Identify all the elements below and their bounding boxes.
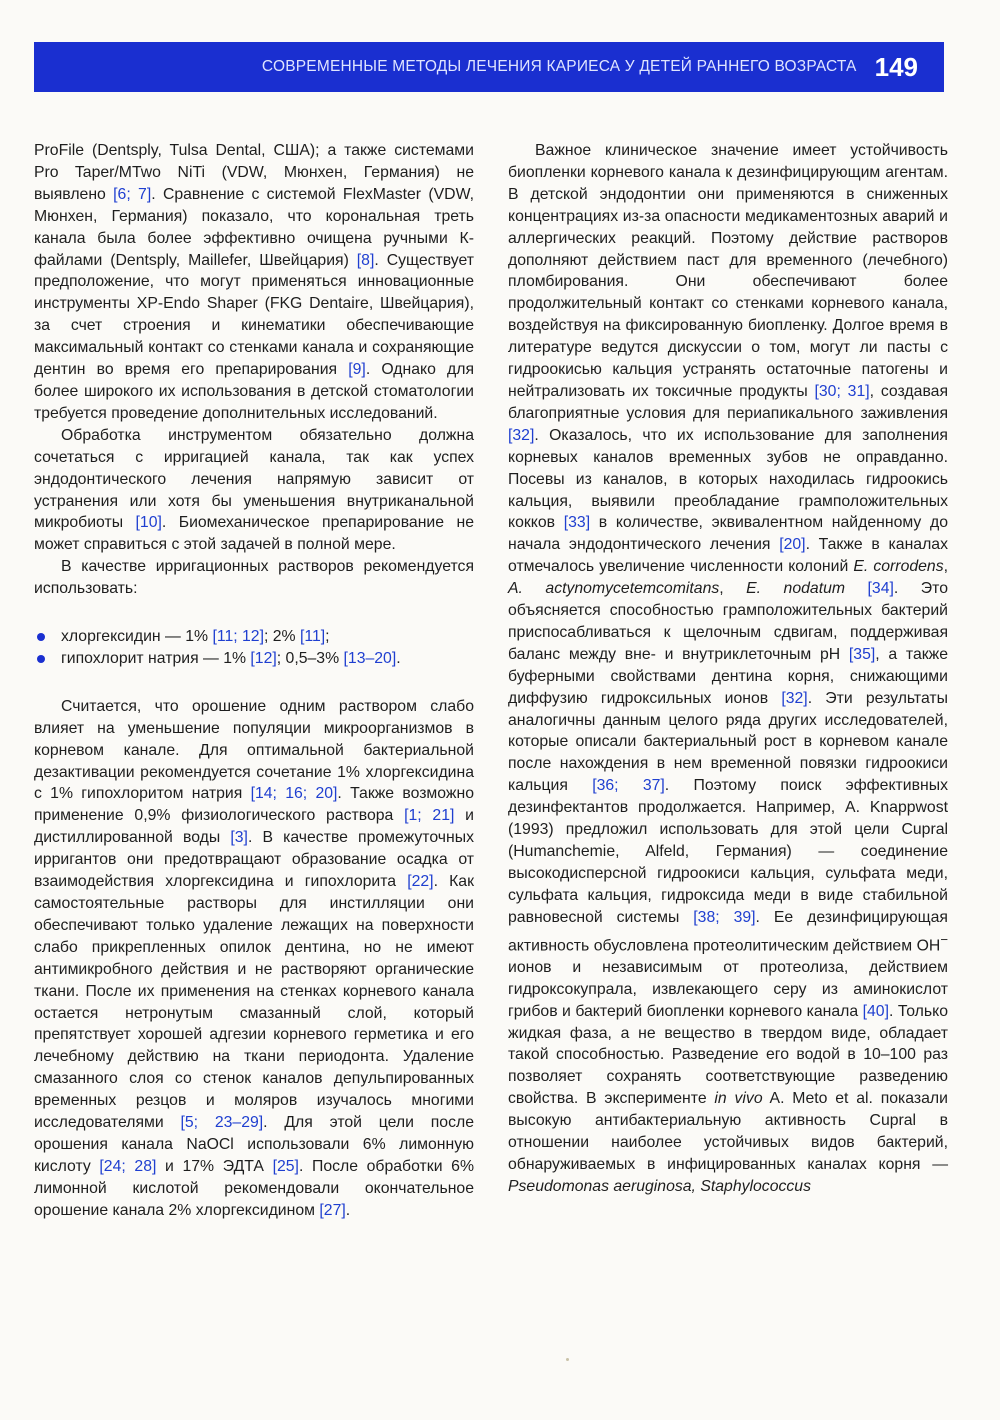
citation[interactable]: [5; 23–29] <box>180 1114 264 1132</box>
running-header <box>34 42 944 92</box>
page-number: 149 <box>874 51 918 82</box>
species-name: E. corrodens <box>853 558 944 576</box>
species-name: Pseudomonas aeruginosa, Staphylococcus <box>508 1177 811 1195</box>
citation[interactable]: [8] <box>356 251 375 269</box>
print-speck <box>566 1358 569 1361</box>
citation[interactable]: [24; 28] <box>99 1157 157 1175</box>
citation[interactable]: [11; 12] <box>212 628 264 646</box>
citation[interactable]: [30; 31] <box>814 382 870 400</box>
species-name: E. nodatum <box>746 580 846 598</box>
paragraph: Важное клиническое значение имеет устойчивость биопленки корневого канала к дезинфицирующим агентам. В детской эндодонтии они применяются в сниженных концентрациях из-за опасности медикаментозных аварий и аллергических реакций. Поэтому действие растворов дополняют действием паст для временного (лечебного) пломбирования. Они обеспечивают более продолжительный контакт со стенками корневого канала, воздействуя на фиксированную биопленку. Долгое время в литературе ведутся дискуссии о том, могут ли пасты с гидроокисью кальция устранять остаточные патогены и нейтрализовать их токсичные продукты [30; 31], создавая благоприятные условия для периапикального заживления [32]. Оказалось, что их использование для заполнения корневых каналов временных зубов не оправданно. Посевы из каналов, в которых находилась гидроокись кальция, выявили преобладание грамположительных кокков [33] в количестве, эквивалентном найденному до начала эндодонтического лечения [20]. Также в каналах отмечалось увеличение численности колоний E. corrodens, A. actynomycetemcomitans, E. nodatum [34]. Это объясняется способностью грамположительных бактерий приспосабливаться к щелочным сдвигам, поддерживая баланс между вне- и внутриклеточным pH [35], а также буферными свойствами дентина корня, снижающими диффузию гидроксильных ионов [32]. Эти результаты аналогичны данным целого ряда других исследователей, которые описали бактериальный рост в корневом канале после нахождения в нем временной повязки гидроокиси кальция [36; 37]. Поэтому поиск эффективных дезинфектантов продолжается. Например, A. Knappwost (1993) предложил использовать для этой цели Cupral (Humanchemie, Alfeld, Германия) — соединение высокодисперсной гидроокиси кальция, сульфата меди, сульфата кальция, гидроксида меди в виде стабильной равновесной системы [38; 39]. Ее дезинфицирующая активность обусловлена протеолитическим действием OH− ионов и независимым от протеолиза, действием гидроксокупрала, извлекающего серу из аминокислот грибов и бактерий биопленки корневого канала [40]. Только жидкая фаза, а не вещество в твердом виде, обладает такой способностью. Разведение его водой в 10–100 раз позволяет сохранять соответствующие разведению свойства. В эксперименте in vivo A. Meto et al. показали высокую антибактериальную активность Cupral в отношении наиболее устойчивых видов бактерий, обнаруживаемых в инфицированных каналах корня — Pseudomonas aeruginosa, Staphylococcus <box>508 142 949 1195</box>
paragraph: ProFile (Dentsply, Tulsa Dental, США); а также системами Pro Taper/MTwo NiTi (VDW, Мюнхен, Германия) не выявлено [6; 7]. Сравнение с системой FlexMaster (VDW, Мюнхен, Германия) показало, что корональная треть канала была более эффективно очищена ручными К-файлами (Dentsply, Maillefer, Швейцария) [8]. Существует предположение, что могут применяться инновационные инструменты XP-Endo Shaper (FKG Dentaire, Швейцария), за счет строения и кинематики обеспечивающие максимальный контакт со стенками канала и сохраняющие дентин во время его препарирования [9]. Однако для более широкого их использования в детской стоматологии требуется проведение дополнительных исследований. <box>34 142 474 422</box>
citation[interactable]: [13–20] <box>343 649 397 667</box>
list-item: гипохлорит натрия — 1% [12]; 0,5–3% [13–20]. <box>34 648 474 670</box>
citation[interactable]: [32] <box>781 689 808 707</box>
citation[interactable]: [20] <box>779 536 806 554</box>
citation[interactable]: [3] <box>230 829 248 847</box>
citation[interactable]: [25] <box>272 1157 299 1175</box>
paragraph: Считается, что орошение одним раствором слабо влияет на уменьшение популяции микроорганизмов в корневом канале. Для оптимальной бактериальной дезактивации рекомендуется сочетание 1% хлоргексидина с 1% гипохлоритом натрия [14; 16; 20]. Также возможно применение 0,9% физиологического раствора [1; 21] и дистиллированной воды [3]. В качестве промежуточных ирригантов они предотвращают образование осадка от взаимодействия хлоргексидина и гипохлорита [22]. Как самостоятельные растворы для инстилляции они обеспечивают только удаление лежащих на поверхности слабо прикрепленных опилок дентина, но не имеют антимикробного действия и не растворяют органические ткани. После их применения на стенках корневого канала остается нетронутым смазанный слой, который препятствует хорошей адгезии корневого герметика и его лечебному действию на ткани периодонта. Удаление смазанного слоя со стенок каналов депульпированных временных резцов и моляров изучалось многими исследователями [5; 23–29]. Для этой цели после орошения канала NaOCl использовали 6% лимонную кислоту [24; 28] и 17% ЭДТА [25]. После обработки 6% лимонной кислотой рекомендовали окончательное орошение канала 2% хлоргексидином [27]. <box>34 697 474 1219</box>
citation[interactable]: [33] <box>563 514 591 532</box>
paragraph: Обработка инструментом обязательно должна сочетаться с ирригацией канала, так как успех эндодонтического лечения напрямую зависит от устранения или хотя бы уменьшения внутриканальной микробиоты [10]. Биомеханическое препарирование не может справиться с этой задачей в полной мере. <box>34 426 474 554</box>
superscript-minus: − <box>940 931 948 947</box>
running-header-title: СОВРЕМЕННЫЕ МЕТОДЫ ЛЕЧЕНИЯ КАРИЕСА У ДЕТЕЙ РАННЕГО ВОЗРАСТА <box>261 58 857 75</box>
bullet-list <box>34 626 474 670</box>
bullet-icon <box>37 633 45 641</box>
citation[interactable]: [12] <box>250 649 277 667</box>
citation[interactable]: [9] <box>348 361 366 379</box>
citation[interactable]: [32] <box>508 426 535 444</box>
citation[interactable]: [27] <box>319 1201 346 1219</box>
citation[interactable]: [11] <box>299 628 326 646</box>
latin-term: in vivo <box>714 1090 763 1108</box>
right-column <box>508 140 948 1198</box>
citation[interactable]: [35] <box>848 645 876 663</box>
citation[interactable]: [36; 37] <box>592 777 665 795</box>
species-name: A. actynomycetemcomitans <box>508 580 720 598</box>
citation[interactable]: [6; 7] <box>113 185 152 203</box>
citation[interactable]: [14; 16; 20] <box>250 785 338 803</box>
citation[interactable]: [38; 39] <box>693 908 756 926</box>
citation[interactable]: [1; 21] <box>404 807 455 825</box>
bullet-icon <box>37 655 45 663</box>
citation[interactable]: [10] <box>135 514 162 532</box>
citation[interactable]: [22] <box>407 873 434 891</box>
left-column <box>34 140 474 1222</box>
paragraph: В качестве ирригационных растворов рекомендуется использовать: <box>34 558 474 598</box>
citation[interactable]: [40] <box>862 1002 889 1020</box>
list-item: хлоргексидин — 1% [11; 12]; 2% [11]; <box>34 626 474 648</box>
citation[interactable]: [34] <box>867 580 894 598</box>
